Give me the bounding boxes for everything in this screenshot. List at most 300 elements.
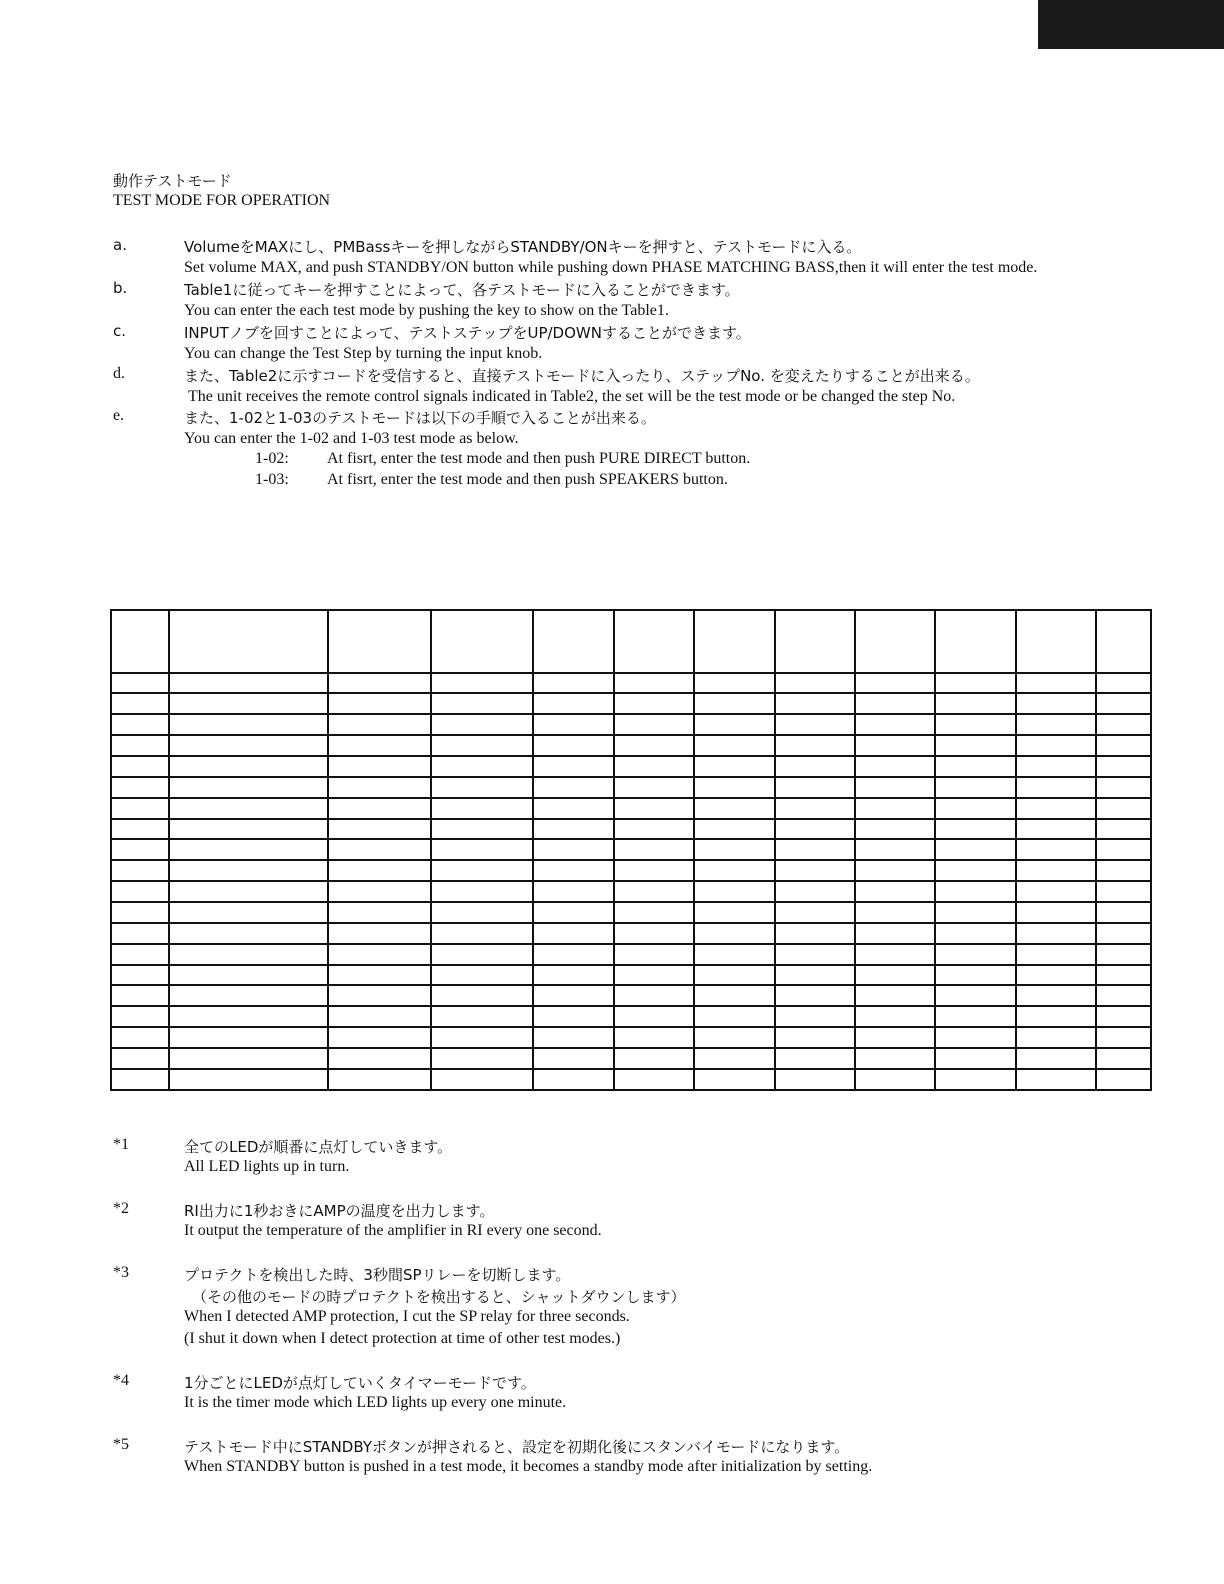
table-cell xyxy=(614,1027,694,1048)
table-cell xyxy=(533,944,614,965)
table-cell xyxy=(775,1069,855,1090)
table-cell xyxy=(855,714,935,735)
table-cell xyxy=(1016,923,1096,944)
table-cell xyxy=(111,1048,169,1069)
table-cell xyxy=(614,777,694,798)
table-cell xyxy=(169,610,328,673)
table-cell xyxy=(328,777,431,798)
table-cell xyxy=(855,1006,935,1027)
table-cell xyxy=(855,735,935,756)
table-row xyxy=(111,1069,1151,1090)
footnote-text-en: All LED lights up in turn. xyxy=(184,1158,350,1175)
table-cell xyxy=(1096,902,1151,923)
table-cell xyxy=(775,944,855,965)
table-cell xyxy=(169,735,328,756)
table-cell xyxy=(431,735,533,756)
table-cell xyxy=(111,902,169,923)
table-cell xyxy=(694,610,775,673)
table-cell xyxy=(111,965,169,986)
table-cell xyxy=(1096,735,1151,756)
table-cell xyxy=(111,819,169,840)
footnote-number: *4 xyxy=(113,1372,129,1389)
table-row xyxy=(111,860,1151,881)
footnote-text-en: (I shut it down when I detect protection at time of other test modes.) xyxy=(184,1330,621,1347)
table-cell xyxy=(855,1069,935,1090)
footnote-number: *2 xyxy=(113,1200,129,1217)
table-cell xyxy=(614,923,694,944)
table-cell xyxy=(533,735,614,756)
table-cell xyxy=(1016,1069,1096,1090)
table-cell xyxy=(935,985,1016,1006)
table-cell xyxy=(111,693,169,714)
table-cell xyxy=(1096,819,1151,840)
table-cell xyxy=(775,860,855,881)
table-cell xyxy=(855,1048,935,1069)
table-cell xyxy=(328,819,431,840)
table-cell xyxy=(1016,777,1096,798)
step-text-jp: Table1に従ってキーを押すことによって、各テストモードに入ることができます。 xyxy=(184,281,740,299)
table-cell xyxy=(855,693,935,714)
table-cell xyxy=(169,923,328,944)
table-cell xyxy=(935,610,1016,673)
table-cell xyxy=(935,1027,1016,1048)
table-cell xyxy=(431,944,533,965)
table-cell xyxy=(431,777,533,798)
table-cell xyxy=(694,693,775,714)
table-cell xyxy=(855,881,935,902)
table-cell xyxy=(431,798,533,819)
table-cell xyxy=(1096,1006,1151,1027)
footnote-number: *5 xyxy=(113,1436,129,1453)
table-row xyxy=(111,923,1151,944)
table-cell xyxy=(694,965,775,986)
table-cell xyxy=(775,1006,855,1027)
table-cell xyxy=(328,965,431,986)
table-cell xyxy=(431,881,533,902)
table-cell xyxy=(328,1048,431,1069)
table-cell xyxy=(614,693,694,714)
table-cell xyxy=(533,923,614,944)
table-cell xyxy=(855,923,935,944)
table-cell xyxy=(111,1027,169,1048)
table-cell xyxy=(614,714,694,735)
table-cell xyxy=(694,902,775,923)
table-cell xyxy=(169,1027,328,1048)
table-cell xyxy=(533,985,614,1006)
step-text-jp: また、Table2に示すコードを受信すると、直接テストモードに入ったり、ステップNo. を変えたりすることが出来る。 xyxy=(184,367,980,385)
table-cell xyxy=(1096,923,1151,944)
table-cell xyxy=(328,693,431,714)
table-cell xyxy=(694,735,775,756)
table-row xyxy=(111,777,1151,798)
table-cell xyxy=(169,860,328,881)
table-cell xyxy=(431,693,533,714)
table-row xyxy=(111,819,1151,840)
table-cell xyxy=(935,1069,1016,1090)
table-cell xyxy=(694,798,775,819)
table-cell xyxy=(111,777,169,798)
table-cell xyxy=(855,610,935,673)
table-cell xyxy=(111,798,169,819)
table-cell xyxy=(775,798,855,819)
table-cell xyxy=(775,693,855,714)
table-cell xyxy=(1096,839,1151,860)
table-cell xyxy=(694,1006,775,1027)
table-row xyxy=(111,985,1151,1006)
table-cell xyxy=(328,839,431,860)
table-cell xyxy=(614,881,694,902)
table-cell xyxy=(614,610,694,673)
table-cell xyxy=(111,1006,169,1027)
table-cell xyxy=(533,673,614,694)
table-cell xyxy=(111,923,169,944)
table-cell xyxy=(855,839,935,860)
table-cell xyxy=(694,777,775,798)
table-cell xyxy=(614,756,694,777)
table-cell xyxy=(614,839,694,860)
footnote-text-en: When STANDBY button is pushed in a test mode, it becomes a standby mode after initialization by setting. xyxy=(184,1458,873,1475)
footnote-text-jp: テストモード中にSTANDBYボタンが押されると、設定を初期化後にスタンバイモードになります。 xyxy=(184,1438,850,1456)
table-cell xyxy=(431,756,533,777)
table-cell xyxy=(1096,673,1151,694)
table-cell xyxy=(1096,756,1151,777)
table-cell xyxy=(935,860,1016,881)
table-cell xyxy=(431,1027,533,1048)
table-cell xyxy=(533,693,614,714)
table-cell xyxy=(1016,944,1096,965)
table-cell xyxy=(1096,985,1151,1006)
table-cell xyxy=(1016,735,1096,756)
footnote-text-jp: （その他のモードの時プロテクトを検出すると、シャットダウンします） xyxy=(192,1288,686,1306)
table-cell xyxy=(111,610,169,673)
table-cell xyxy=(694,985,775,1006)
table-cell xyxy=(328,673,431,694)
table-cell xyxy=(533,965,614,986)
table-cell xyxy=(328,610,431,673)
table-row xyxy=(111,881,1151,902)
table-cell xyxy=(855,902,935,923)
table-cell xyxy=(1096,1027,1151,1048)
table-cell xyxy=(935,693,1016,714)
table-cell xyxy=(1096,714,1151,735)
table-cell xyxy=(111,1069,169,1090)
table-cell xyxy=(328,735,431,756)
table-row xyxy=(111,839,1151,860)
footnote-text-en: It is the timer mode which LED lights up every one minute. xyxy=(184,1394,567,1411)
table-cell xyxy=(1096,610,1151,673)
step-text-en: Set volume MAX, and push STANDBY/ON button while pushing down PHASE MATCHING BASS,then it will enter the test mode. xyxy=(184,259,1038,276)
table-row xyxy=(111,944,1151,965)
table-cell xyxy=(855,965,935,986)
table-cell xyxy=(614,860,694,881)
table-cell xyxy=(775,902,855,923)
step-label: b. xyxy=(113,279,128,297)
table-cell xyxy=(169,965,328,986)
table-cell xyxy=(694,839,775,860)
table-cell xyxy=(431,965,533,986)
table-cell xyxy=(855,819,935,840)
table-cell xyxy=(169,944,328,965)
table-cell xyxy=(169,673,328,694)
table-cell xyxy=(169,881,328,902)
table-cell xyxy=(694,860,775,881)
table-cell xyxy=(694,673,775,694)
table-cell xyxy=(1096,1048,1151,1069)
table-cell xyxy=(775,714,855,735)
table-cell xyxy=(533,798,614,819)
table-cell xyxy=(935,923,1016,944)
table-cell xyxy=(431,1048,533,1069)
table-cell xyxy=(169,1006,328,1027)
table-row xyxy=(111,756,1151,777)
table-cell xyxy=(533,860,614,881)
table-cell xyxy=(1016,1048,1096,1069)
table-cell xyxy=(935,1006,1016,1027)
table-cell xyxy=(431,985,533,1006)
table-cell xyxy=(169,839,328,860)
table-row xyxy=(111,1048,1151,1069)
table-cell xyxy=(694,923,775,944)
step-text-en: The unit receives the remote control signals indicated in Table2, the set will be the test mode or be changed the step No. xyxy=(188,388,956,405)
table-cell xyxy=(111,756,169,777)
table-cell xyxy=(1016,756,1096,777)
table-cell xyxy=(694,1069,775,1090)
table-cell xyxy=(533,777,614,798)
step-text-en: You can enter the each test mode by pushing the key to show on the Table1. xyxy=(184,302,669,319)
table-cell xyxy=(775,1027,855,1048)
table-cell xyxy=(328,944,431,965)
table-cell xyxy=(775,965,855,986)
table-cell xyxy=(935,756,1016,777)
page-title-jp: 動作テストモード xyxy=(113,172,232,190)
step-label: e. xyxy=(113,407,125,424)
table-cell xyxy=(431,714,533,735)
table-cell xyxy=(533,756,614,777)
table-cell xyxy=(328,881,431,902)
table-cell xyxy=(111,673,169,694)
table-cell xyxy=(1096,798,1151,819)
table-row xyxy=(111,1006,1151,1027)
table-cell xyxy=(775,756,855,777)
table-cell xyxy=(328,902,431,923)
table-cell xyxy=(614,1006,694,1027)
table-cell xyxy=(431,839,533,860)
substep-text: At fisrt, enter the test mode and then push SPEAKERS button. xyxy=(327,471,728,488)
footnote-text-jp: RI出力に1秒おきにAMPの温度を出力します。 xyxy=(184,1202,495,1220)
table-row xyxy=(111,798,1151,819)
substep-code: 1-03: xyxy=(255,471,289,488)
table-cell xyxy=(111,881,169,902)
table-cell xyxy=(694,1027,775,1048)
table-cell xyxy=(694,881,775,902)
table-cell xyxy=(1016,902,1096,923)
table-cell xyxy=(614,1069,694,1090)
table-cell xyxy=(855,860,935,881)
table-cell xyxy=(169,693,328,714)
table-cell xyxy=(431,673,533,694)
table-cell xyxy=(935,777,1016,798)
table-cell xyxy=(1016,610,1096,673)
table-cell xyxy=(169,985,328,1006)
table-cell xyxy=(614,798,694,819)
table-cell xyxy=(775,881,855,902)
table-cell xyxy=(328,714,431,735)
table-cell xyxy=(935,1048,1016,1069)
table-cell xyxy=(533,1027,614,1048)
table-cell xyxy=(169,798,328,819)
test-mode-table xyxy=(110,609,1152,1091)
table-cell xyxy=(533,1006,614,1027)
table-cell xyxy=(1016,798,1096,819)
table-cell xyxy=(533,819,614,840)
table-cell xyxy=(111,985,169,1006)
table-cell xyxy=(169,902,328,923)
table-cell xyxy=(169,1048,328,1069)
table-cell xyxy=(1096,777,1151,798)
table-cell xyxy=(935,714,1016,735)
table-cell xyxy=(855,777,935,798)
step-label: c. xyxy=(113,322,127,340)
table-cell xyxy=(855,673,935,694)
table-cell xyxy=(1016,985,1096,1006)
table-cell xyxy=(111,735,169,756)
table-cell xyxy=(111,860,169,881)
table-cell xyxy=(533,881,614,902)
table-row xyxy=(111,1027,1151,1048)
table-cell xyxy=(1016,714,1096,735)
table-cell xyxy=(328,1006,431,1027)
table-row xyxy=(111,693,1151,714)
table-cell xyxy=(1016,1006,1096,1027)
table-row xyxy=(111,673,1151,694)
table-cell xyxy=(1016,965,1096,986)
table-cell xyxy=(431,1069,533,1090)
page-title-en: TEST MODE FOR OPERATION xyxy=(113,192,331,209)
table-cell xyxy=(935,839,1016,860)
table-row xyxy=(111,735,1151,756)
table-cell xyxy=(1016,693,1096,714)
footnote-number: *1 xyxy=(113,1136,129,1153)
table-cell xyxy=(614,902,694,923)
footnote-text-en: When I detected AMP protection, I cut the SP relay for three seconds. xyxy=(184,1308,630,1325)
step-text-en: You can enter the 1-02 and 1-03 test mode as below. xyxy=(184,430,519,447)
table-cell xyxy=(775,777,855,798)
step-text-jp: また、1-02と1-03のテストモードは以下の手順で入ることが出来る。 xyxy=(184,409,656,427)
table-cell xyxy=(1096,881,1151,902)
table-row xyxy=(111,714,1151,735)
table-cell xyxy=(935,944,1016,965)
table-cell xyxy=(935,798,1016,819)
table-cell xyxy=(694,944,775,965)
footnote-text-jp: 全てのLEDが順番に点灯していきます。 xyxy=(184,1138,453,1156)
table-cell xyxy=(694,714,775,735)
table-cell xyxy=(328,985,431,1006)
step-text-jp: INPUTノブを回すことによって、テストステップをUP/DOWNすることができます。 xyxy=(184,324,751,342)
table-cell xyxy=(855,944,935,965)
table-cell xyxy=(614,1048,694,1069)
table-cell xyxy=(614,944,694,965)
table-cell xyxy=(533,902,614,923)
table-cell xyxy=(935,819,1016,840)
table-cell xyxy=(328,923,431,944)
table-cell xyxy=(775,610,855,673)
table-cell xyxy=(694,756,775,777)
table-cell xyxy=(328,798,431,819)
table-cell xyxy=(431,923,533,944)
table-cell xyxy=(1016,860,1096,881)
table-header-row xyxy=(111,610,1151,673)
table-cell xyxy=(1096,860,1151,881)
table-cell xyxy=(614,673,694,694)
table-cell xyxy=(533,610,614,673)
table-cell xyxy=(935,673,1016,694)
table-cell xyxy=(169,777,328,798)
table-cell xyxy=(431,610,533,673)
page-corner-tab xyxy=(1038,0,1224,49)
table-cell xyxy=(1096,965,1151,986)
table-cell xyxy=(328,1069,431,1090)
table-cell xyxy=(775,923,855,944)
table-cell xyxy=(935,965,1016,986)
footnote-text-jp: プロテクトを検出した時、3秒間SPリレーを切断します。 xyxy=(184,1266,571,1284)
footnote-text-en: It output the temperature of the amplifier in RI every one second. xyxy=(184,1222,602,1239)
table-cell xyxy=(614,965,694,986)
table-cell xyxy=(614,819,694,840)
substep-text: At fisrt, enter the test mode and then push PURE DIRECT button. xyxy=(327,450,751,467)
table-cell xyxy=(775,1048,855,1069)
table-row xyxy=(111,902,1151,923)
table-cell xyxy=(169,756,328,777)
substep-code: 1-02: xyxy=(255,450,289,467)
table-cell xyxy=(1096,693,1151,714)
table-cell xyxy=(111,944,169,965)
table-cell xyxy=(431,1006,533,1027)
table-cell xyxy=(775,985,855,1006)
table-cell xyxy=(328,1027,431,1048)
footnote-text-jp: 1分ごとにLEDが点灯していくタイマーモードです。 xyxy=(184,1374,536,1392)
step-text-jp: VolumeをMAXにし、PMBassキーを押しながらSTANDBY/ONキーを押すと、テストモードに入る。 xyxy=(184,238,862,256)
table-cell xyxy=(855,985,935,1006)
table-cell xyxy=(1016,881,1096,902)
table-cell xyxy=(775,819,855,840)
table-cell xyxy=(111,714,169,735)
table-cell xyxy=(1016,839,1096,860)
table-cell xyxy=(111,839,169,860)
table-cell xyxy=(431,819,533,840)
table-cell xyxy=(169,1069,328,1090)
table-cell xyxy=(855,1027,935,1048)
step-text-en: You can change the Test Step by turning the input knob. xyxy=(184,345,543,362)
table-cell xyxy=(1016,819,1096,840)
table-cell xyxy=(431,860,533,881)
table-cell xyxy=(533,1069,614,1090)
table-cell xyxy=(169,819,328,840)
table-cell xyxy=(935,881,1016,902)
table-cell xyxy=(694,819,775,840)
table-cell xyxy=(694,1048,775,1069)
table-cell xyxy=(533,714,614,735)
table-cell xyxy=(431,902,533,923)
table-cell xyxy=(328,756,431,777)
step-label: a. xyxy=(113,236,127,254)
table-cell xyxy=(775,735,855,756)
table-cell xyxy=(775,839,855,860)
table-cell xyxy=(855,756,935,777)
table-cell xyxy=(614,985,694,1006)
table-cell xyxy=(935,902,1016,923)
table-cell xyxy=(1096,1069,1151,1090)
table-cell xyxy=(855,798,935,819)
